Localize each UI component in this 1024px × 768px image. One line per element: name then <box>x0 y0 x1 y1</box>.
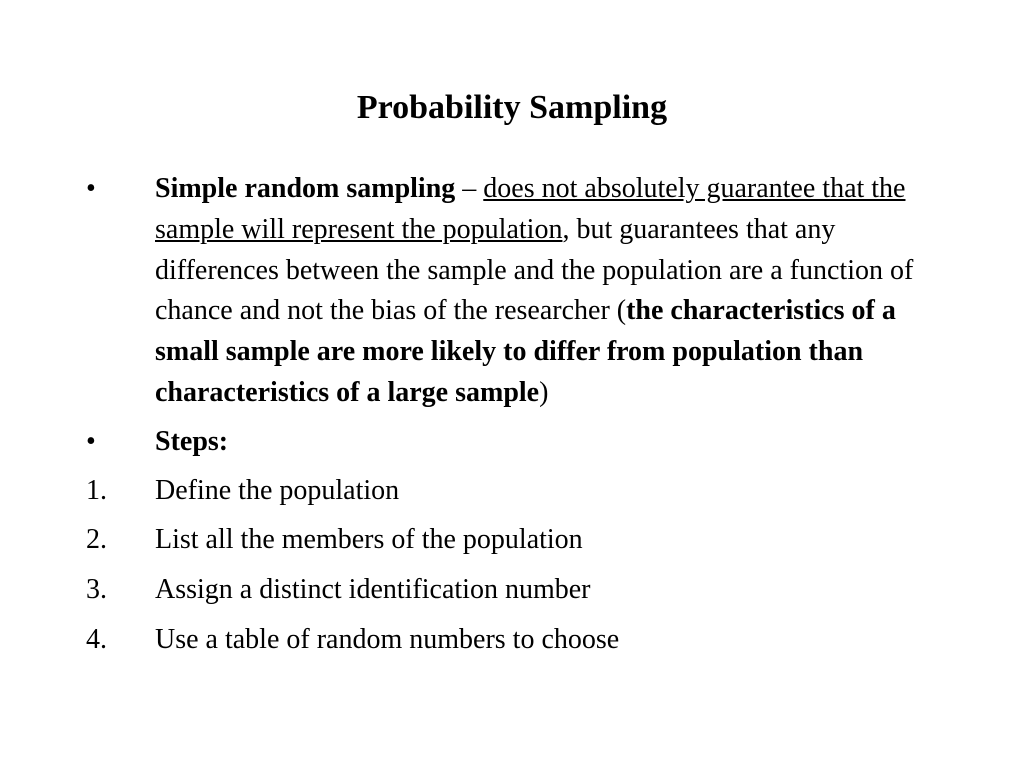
bullet1-body-text: , but guarantees that any differences between the sample and the population are a function of chance and not the bias of the researcher ( <box>155 213 914 327</box>
step-text: Assign a distinct identification number <box>155 574 591 606</box>
bullet-marker: • <box>86 173 96 204</box>
term-simple-random-sampling: Simple random sampling <box>155 173 456 204</box>
slide-title: Probability Sampling <box>356 89 668 126</box>
step-number: 3. <box>86 574 107 606</box>
underlined-guarantee-text: does not absolutely guarantee that the sample will represent the population <box>155 173 906 245</box>
bullet-simple-random-sampling <box>0 169 1024 414</box>
slide-body-list <box>0 169 1024 670</box>
step-number: 1. <box>86 474 107 506</box>
steps-label: Steps: <box>155 425 229 457</box>
step-text: Define the population <box>155 474 400 506</box>
step-text: List all the members of the population <box>155 524 583 556</box>
bullet-steps <box>0 422 1024 463</box>
step-item-1 <box>0 471 1024 512</box>
step-number: 4. <box>86 623 107 655</box>
bullet-marker: • <box>86 425 96 457</box>
step-text: Use a table of random numbers to choose <box>155 623 620 655</box>
step-number: 2. <box>86 524 107 556</box>
close-paren: ) <box>539 376 549 408</box>
step-item-4 <box>0 620 1024 661</box>
step-item-2 <box>0 520 1024 561</box>
bold-characteristics-note: the characteristics of a small sample are more likely to differ from population than characteristics of a large sample <box>155 295 896 408</box>
term-dash: – <box>455 173 484 204</box>
step-item-3 <box>0 570 1024 611</box>
